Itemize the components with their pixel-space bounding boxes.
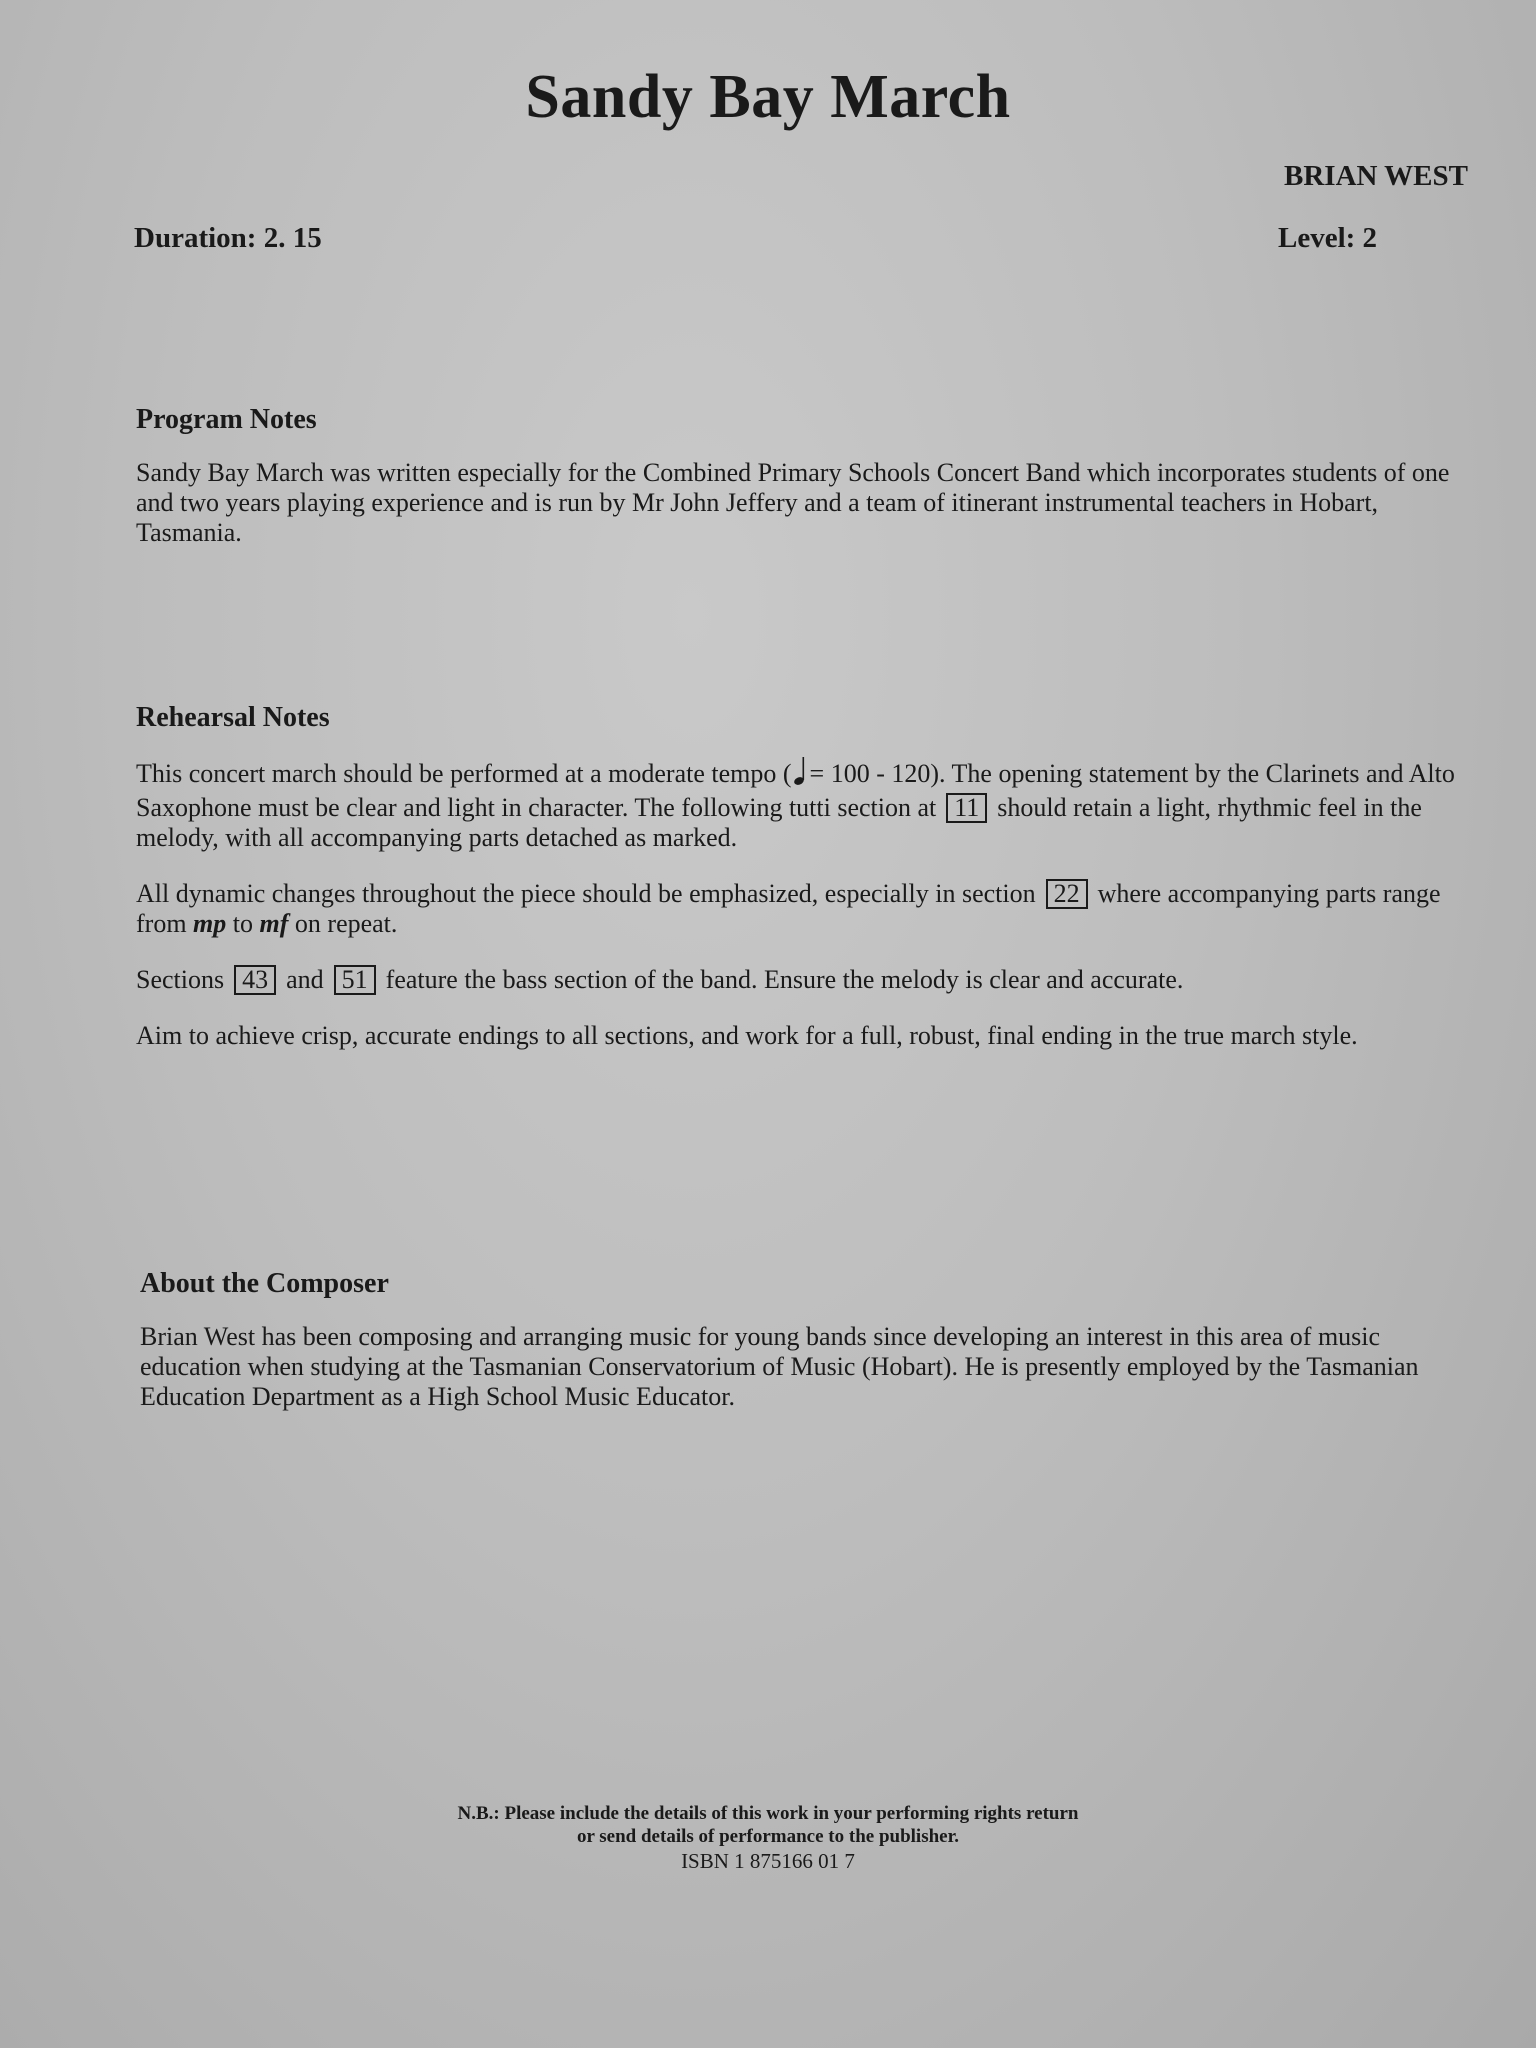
rehearsal-notes-section <box>136 702 1456 1077</box>
program-notes-text: Sandy Bay March was written especially for the Combined Primary Schools Concert Band which incorporates students of one and two years playing experience and is run by Mr John Jeffery and a team of itinerant instrumental teachers in Hobart, Tasmania. <box>136 458 1450 547</box>
rehearsal-paragraph-dynamics <box>136 879 1456 939</box>
rehearsal-p3-text-a: Sections <box>136 965 225 994</box>
footer-nb-line-1: N.B.: Please include the details of this work in your performing rights return <box>457 1803 1079 1824</box>
rehearsal-p2-text-a: All dynamic changes throughout the piece should be emphasized, especially in section <box>136 879 1036 908</box>
rehearsal-p1-text-c: should retain a light, rhythmic feel in the melody, with all accompanying parts detached as marked. <box>136 793 1422 852</box>
rehearsal-p1-text-b: ). The opening statement by the Clarinets and Alto Saxophone must be clear and light in character. The following tutti section at <box>136 759 1455 822</box>
dynamic-mp: mp <box>193 909 227 938</box>
rehearsal-p3-text-c: feature the bass section of the band. Ensure the melody is clear and accurate. <box>385 965 1184 994</box>
program-notes-heading: Program Notes <box>136 404 317 435</box>
composer-name: BRIAN WEST <box>1284 160 1468 192</box>
rehearsal-p1-text-a: This concert march should be performed at a moderate tempo ( <box>136 759 792 788</box>
program-notes-section <box>136 404 1456 574</box>
dynamic-mf: mf <box>259 909 289 938</box>
rehearsal-mark-11: 11 <box>946 793 987 823</box>
rehearsal-p2-text-d: on repeat. <box>294 909 398 938</box>
rehearsal-notes-heading: Rehearsal Notes <box>136 702 330 733</box>
level-label: Level: 2 <box>1278 222 1378 254</box>
rehearsal-paragraph-tempo <box>136 756 1456 853</box>
rehearsal-mark-51: 51 <box>334 965 376 995</box>
tempo-value: = 100 - 120 <box>809 759 931 788</box>
footer-isbn: ISBN 1 875166 01 7 <box>681 1849 855 1873</box>
rehearsal-paragraph-bass <box>136 965 1456 995</box>
footer-notice <box>0 1802 1536 1874</box>
rehearsal-p2-text-c: to <box>232 909 254 938</box>
about-composer-text: Brian West has been composing and arranging music for young bands since developing an interest in this area of music education when studying at the Tasmanian Conservatorium of Music (Hobart). He is presently employed by the Tasmanian Education Department as a High School Music Educator. <box>140 1322 1419 1411</box>
page-title: Sandy Bay March <box>525 63 1011 131</box>
rehearsal-mark-43: 43 <box>234 965 276 995</box>
rehearsal-paragraph-endings: Aim to achieve crisp, accurate endings to all sections, and work for a full, robust, final ending in the true march style. <box>136 1021 1358 1050</box>
rehearsal-mark-22: 22 <box>1046 879 1088 909</box>
about-composer-section <box>140 1268 1460 1438</box>
footer-nb-line-2: or send details of performance to the publisher. <box>576 1826 960 1847</box>
quarter-note-icon <box>794 756 808 793</box>
rehearsal-p3-text-b: and <box>286 965 324 994</box>
duration-label: Duration: 2. 15 <box>134 222 322 254</box>
about-composer-heading: About the Composer <box>140 1268 389 1299</box>
rehearsal-p2-text-b: where accompanying parts range from <box>136 879 1441 938</box>
